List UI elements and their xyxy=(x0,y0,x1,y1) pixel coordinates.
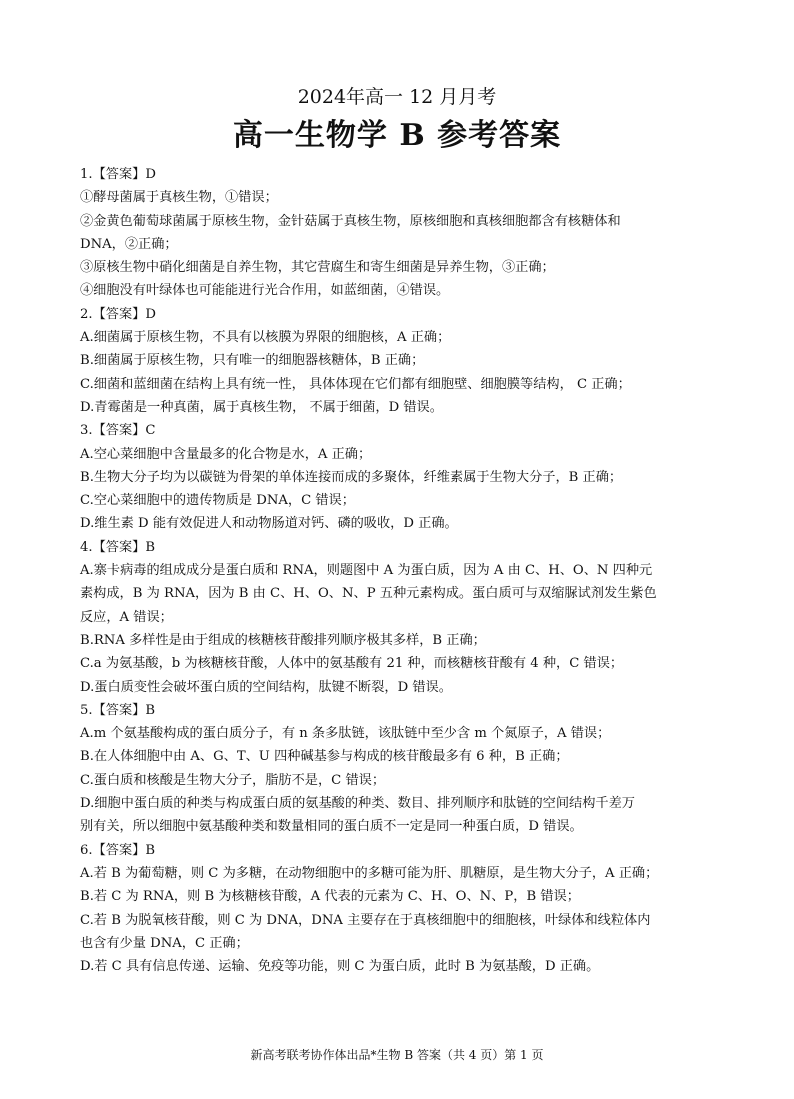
question-4-line-3: 反应，A 错误； xyxy=(80,609,173,625)
question-2-line-3: C.细菌和蓝细菌在结构上具有统一性， 具体体现在它们都有细胞壁、细胞膜等结构， C 正确； xyxy=(80,376,631,392)
question-6-line-3: C.若 B 为脱氧核苷酸，则 C 为 DNA，DNA 主要存在于真核细胞中的细胞核，叶绿体和线粒体内 xyxy=(80,912,651,928)
question-6-line-4: 也含有少量 DNA，C 正确； xyxy=(80,935,249,951)
question-3-answer: 3.【答案】C xyxy=(80,423,156,439)
question-4-line-2: 素构成，B 为 RNA，因为 B 由 C、H、O、N、P 五种元素构成。蛋白质可与双缩脲试剂发生紫色 xyxy=(80,586,657,602)
question-4-line-1: A.寨卡病毒的组成成分是蛋白质和 RNA，则题图中 A 为蛋白质，因为 A 由 C、H、O、N 四种元 xyxy=(80,563,653,579)
question-2-line-1: A.细菌属于原核生物，不具有以核膜为界限的细胞核，A 正确； xyxy=(80,330,451,346)
question-1-line-1: ①酵母菌属于真核生物，①错误； xyxy=(80,190,278,206)
question-5-line-1: A.m 个氨基酸构成的蛋白质分子，有 n 条多肽链，该肽链中至少含 m 个氮原子，A 错误； xyxy=(80,726,611,742)
question-5-line-5: 别有关，所以细胞中氨基酸种类和数量相同的蛋白质不一定是同一种蛋白质，D 错误。 xyxy=(80,819,583,835)
question-6-line-5: D.若 C 具有信息传递、运输、免疫等功能，则 C 为蛋白质，此时 B 为氨基酸，D 正确。 xyxy=(80,959,600,975)
question-4-line-5: C.a 为氨基酸，b 为核糖核苷酸，人体中的氨基酸有 21 种，而核糖核苷酸有 4 种，C 错误； xyxy=(80,656,624,672)
question-5-line-3: C.蛋白质和核酸是生物大分子，脂肪不是，C 错误； xyxy=(80,772,386,788)
exam-title: 2024年高一 12 月月考 xyxy=(297,86,497,108)
answer-content xyxy=(80,163,720,978)
question-5-line-2: B.在人体细胞中由 A、G、T、U 四种碱基参与构成的核苷酸最多有 6 种，B 正确； xyxy=(80,749,569,765)
question-3-line-1: A.空心菜细胞中含量最多的化合物是水，A 正确； xyxy=(80,446,372,462)
question-2-line-2: B.细菌属于原核生物，只有唯一的细胞器核糖体，B 正确； xyxy=(80,353,425,369)
question-2-line-4: D.青霉菌是一种真菌，属于真核生物， 不属于细菌，D 错误。 xyxy=(80,399,443,415)
question-5-answer: 5.【答案】B xyxy=(80,702,156,718)
question-4-line-6: D.蛋白质变性会破坏蛋白质的空间结构，肽键不断裂，D 错误。 xyxy=(80,679,452,695)
question-5-line-4: D.细胞中蛋白质的种类与构成蛋白质的氨基酸的种类、数目、排列顺序和肽链的空间结构千差万 xyxy=(80,796,635,812)
question-1-answer: 1.【答案】D xyxy=(80,167,156,182)
question-6-line-2: B.若 C 为 RNA，则 B 为核糖核苷酸，A 代表的元素为 C、H、O、N、P，B 错误； xyxy=(80,889,580,905)
page-footer: 新高考联考协作体出品*生物 B 答案（共 4 页）第 1 页 xyxy=(250,1048,544,1062)
question-3-line-2: B.生物大分子均为以碳链为骨架的单体连接而成的多聚体，纤维素属于生物大分子，B 正确； xyxy=(80,469,623,485)
question-1-line-3: DNA，②正确； xyxy=(80,236,178,252)
question-6-answer: 6.【答案】B xyxy=(80,842,156,858)
question-4-line-4: B.RNA 多样性是由于组成的核糖核苷酸排列顺序极其多样，B 正确； xyxy=(80,632,486,648)
question-1-line-2: ②金黄色葡萄球菌属于原核生物，金针菇属于真核生物，原核细胞和真核细胞都含有核糖体和 xyxy=(80,213,621,229)
question-1-line-4: ③原核生物中硝化细菌是自养生物，其它营腐生和寄生细菌是异养生物，③正确； xyxy=(80,260,555,276)
question-2-answer: 2.【答案】D xyxy=(80,306,156,322)
question-3-line-4: D.维生素 D 能有效促进人和动物肠道对钙、磷的吸收，D 正确。 xyxy=(80,516,458,532)
question-4-answer: 4.【答案】B xyxy=(80,539,156,555)
question-3-line-3: C.空心菜细胞中的遗传物质是 DNA，C 错误； xyxy=(80,493,355,509)
question-1-line-5: ④细胞没有叶绿体也可能能进行光合作用，如蓝细菌，④错误。 xyxy=(80,283,450,299)
question-6-line-1: A.若 B 为葡萄糖，则 C 为多糖，在动物细胞中的多糖可能为肝、肌糖原，是生物大分子，A 正确； xyxy=(80,865,659,881)
page-title: 高一生物学 B 参考答案 xyxy=(232,118,562,153)
